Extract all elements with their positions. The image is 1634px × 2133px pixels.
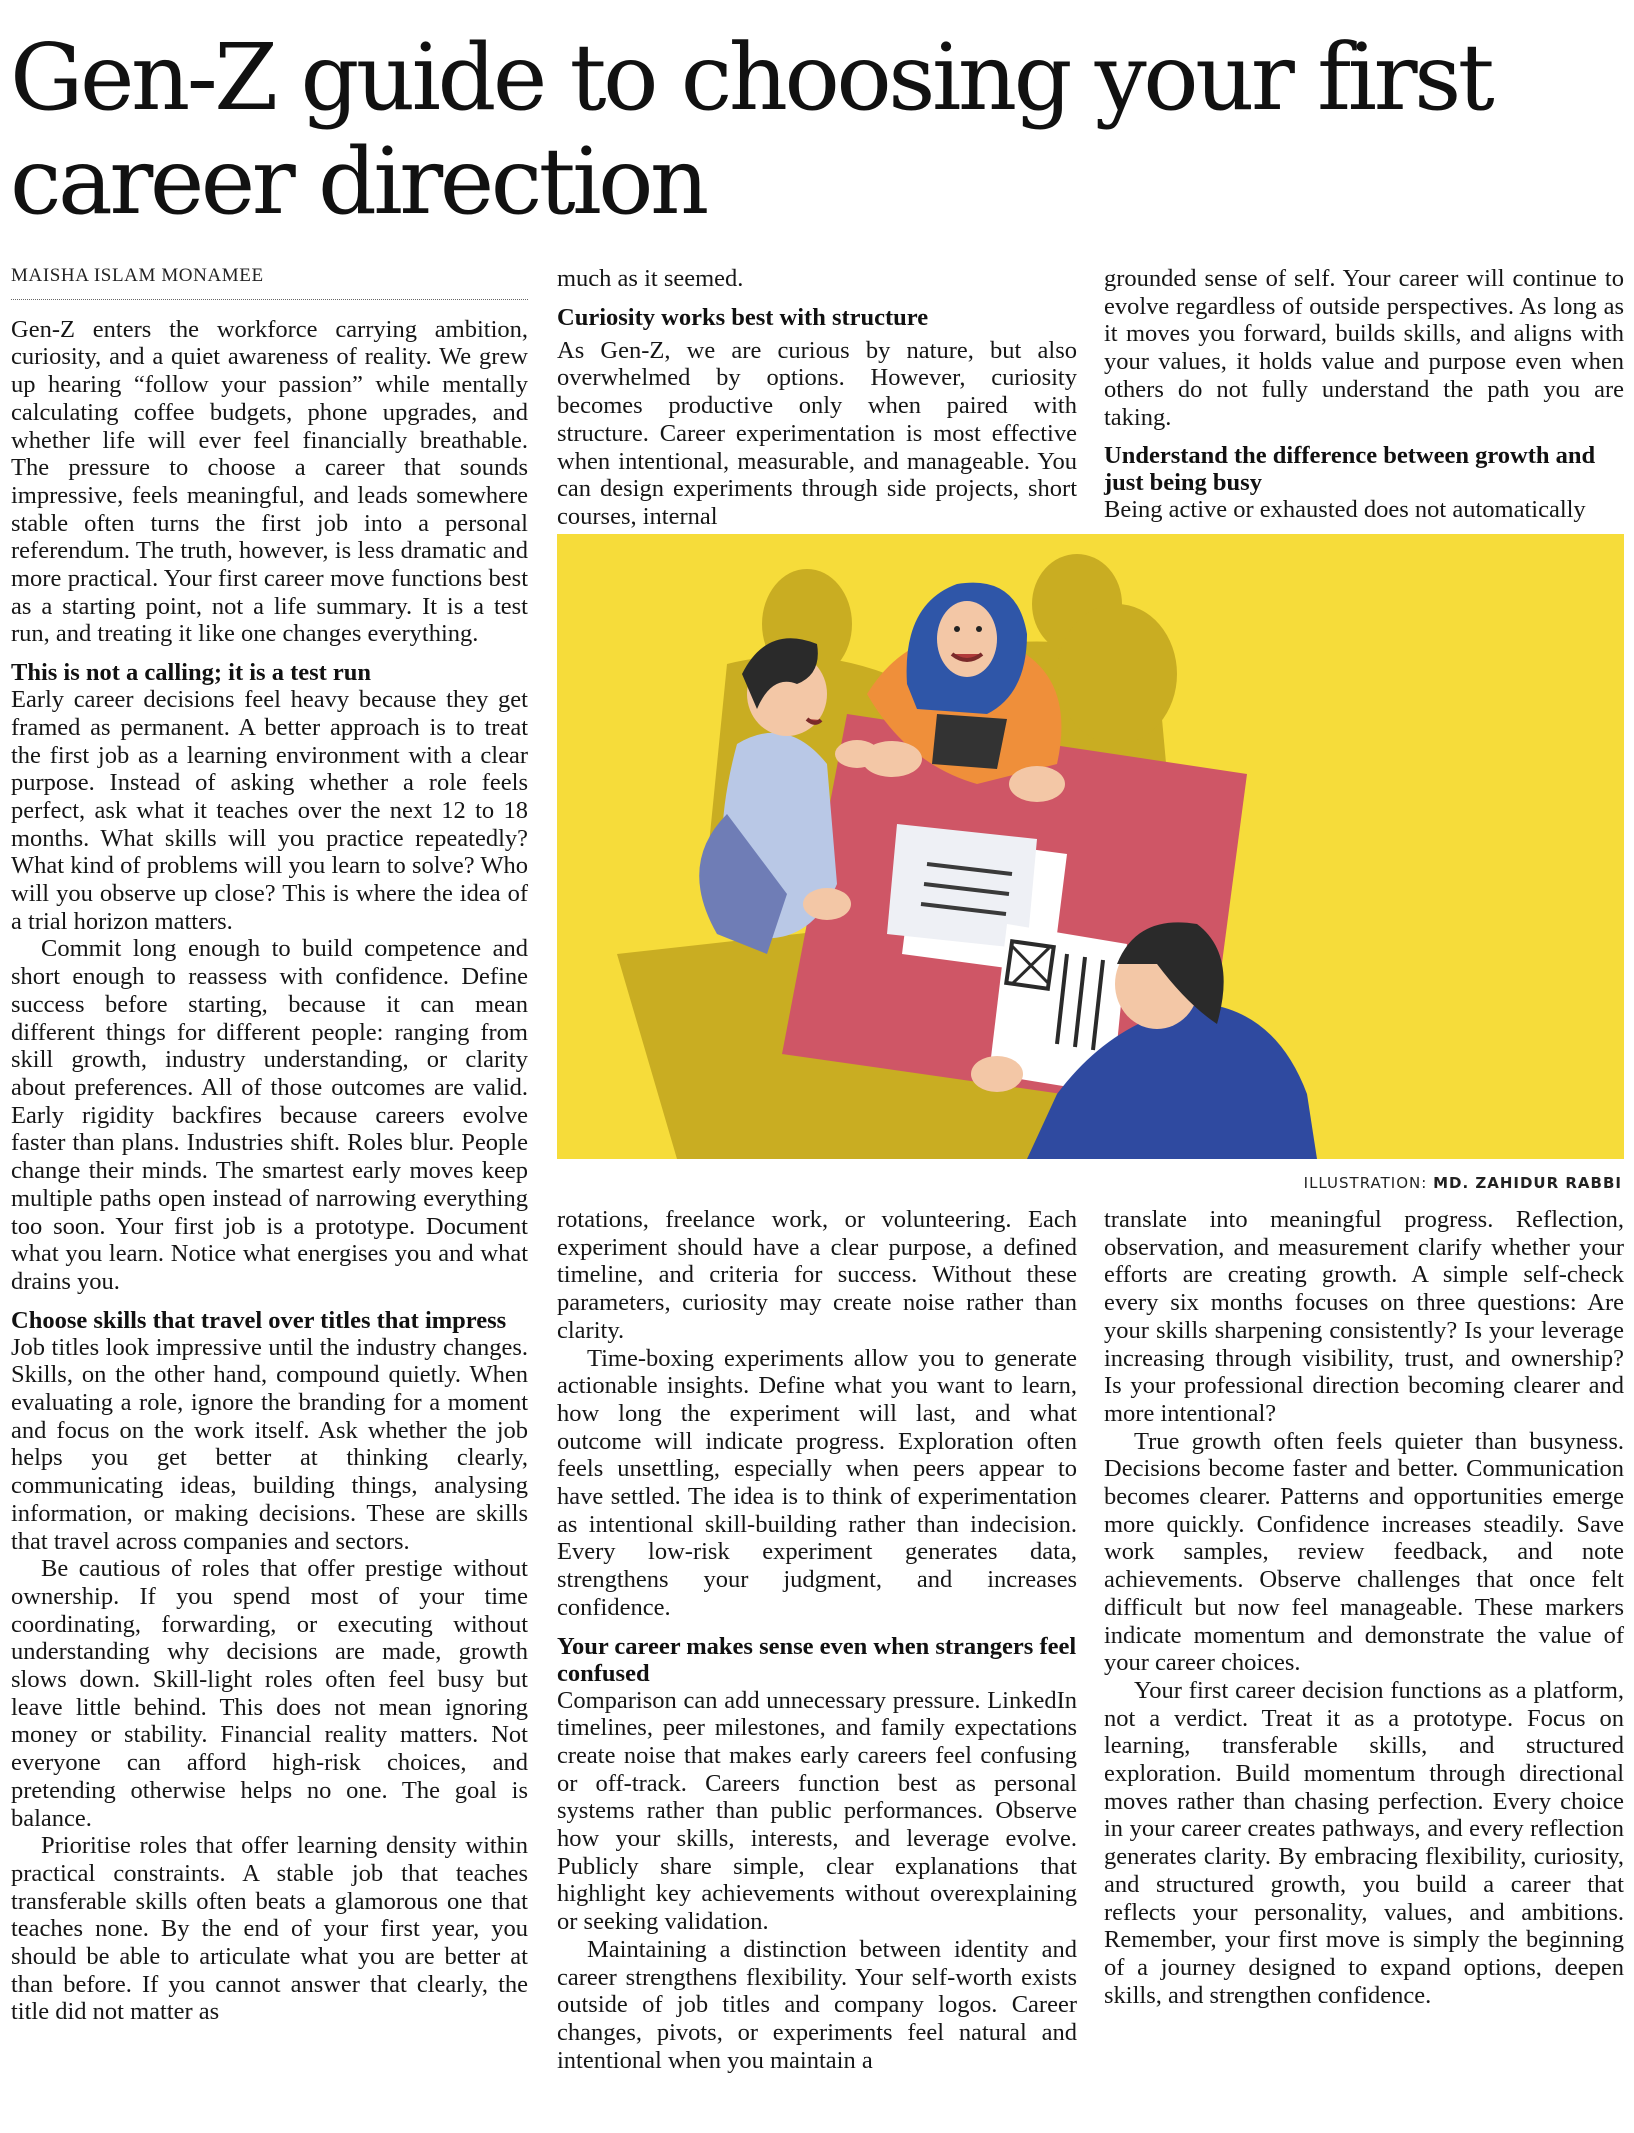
paragraph: As Gen-Z, we are curious by nature, but also overwhelmed by options. However, curiosity becomes productive only when paired with structure. Career experimentation is most effective when intentional, measurable, and manageable. You can design experiments through side projects, short courses, internal — [557, 336, 1077, 530]
subheading: Curiosity works best with structure — [557, 303, 929, 331]
paragraph: Early career decisions feel heavy because they get framed as permanent. A better approach is to treat the first job as a learning environment with a clear purpose. Instead of asking whether a role feels perfect, ask what it teaches over the next 12 to 18 months. What skills will you practice repeatedly? What kind of problems will you learn to solve? Who will you observe up close? This is where the idea of a trial horizon matters. — [11, 686, 528, 935]
paragraph: Time-boxing experiments allow you to generate actionable insights. Define what you want to learn, how long the experiment will last, and what outcome will indicate progress. Exploration often feels unsettling, especially when peers appear to have settled. The idea is to think of experimentation as intentional skill-building rather than indecision. Every low-risk experiment generates data, strengthens your judgment, and increases confidence. — [557, 1344, 1077, 1621]
byline: MAISHA ISLAM MONAMEE — [11, 262, 528, 300]
illustration-credit — [1100, 1174, 1622, 1192]
subheading: This is not a calling; it is a test run — [11, 659, 372, 687]
paragraph: Maintaining a distinction between identity and career strengthens flexibility. Your self-worth exists outside of job titles and company logos. Career changes, pivots, or experiments feel natural and intentional when you maintain a — [557, 1935, 1077, 2074]
paragraph: Prioritise roles that offer learning density within practical constraints. A stable job that teaches transferable skills often beats a glamorous one that teaches none. By the end of your first year, you should be able to articulate what you are better at than before. If you cannot answer that clearly, the title did not matter as — [11, 1832, 528, 2026]
column-2-top — [557, 265, 1077, 531]
column-2-bottom — [557, 1206, 1077, 2074]
paragraph: translate into meaningful progress. Reflection, observation, and measurement clarify whether your efforts are creating growth. A simple self-check every six months focuses on three questions: Are your skills sharpening consistently? Is your leverage increasing through visibility, trust, and ownership? Is your professional direction becoming clearer and more intentional? — [1104, 1206, 1624, 1427]
paragraph: rotations, freelance work, or volunteering. Each experiment should have a clear purpose, a defined timeline, and criteria for success. Without these parameters, curiosity may create noise rather than clarity. — [557, 1206, 1077, 1344]
article-illustration — [557, 534, 1624, 1159]
paragraph: True growth often feels quieter than busyness. Decisions become faster and better. Communication becomes clearer. Patterns and opportunities emerge more quickly. Confidence increases steadily. Save work samples, review feedback, and note achievements. Observe challenges that once felt difficult but now feel manageable. These markers indicate momentum and demonstrate the value of your career choices. — [1104, 1427, 1624, 1677]
subheading: Understand the difference between growth and just being busy — [1104, 442, 1596, 497]
paragraph: Be cautious of roles that offer prestige without ownership. If you spend most of your time coordinating, forwarding, or executing without understanding why decisions are made, growth slows down. Skill-light roles often feel busy but leave little behind. This does not mean ignoring money or stability. Financial reality matters. Not everyone can afford high-risk choices, and pretending otherwise helps no one. The goal is balance. — [11, 1555, 528, 1832]
headline: Gen-Z guide to choosing your first career direction — [10, 24, 1492, 235]
column-3-bottom — [1104, 1206, 1624, 2009]
column-1 — [11, 262, 528, 2026]
paragraph: Commit long enough to build competence and short enough to reassess with confidence. Define success before starting, because it can mean different things for different people: ranging from skill growth, industry understanding, or clarity about preferences. All of those outcomes are valid. Early rigidity backfires because careers evolve faster than plans. Industries shift. Roles blur. People change their minds. The smartest early moves keep multiple paths open instead of narrowing everything too soon. Your first job is a prototype. Document what you learn. Notice what energises you and what drains you. — [11, 935, 528, 1295]
column-3-top — [1104, 265, 1624, 524]
paragraph: Job titles look impressive until the industry changes. Skills, on the other hand, compound quietly. When evaluating a role, ignore the branding for a moment and focus on the work itself. Ask whether the job helps you get better at thinking clearly, communicating ideas, building things, analysing information, or making decisions. These are skills that travel across companies and sectors. — [11, 1333, 528, 1555]
subheading: Your career makes sense even when strangers feel confused — [557, 1632, 1077, 1687]
paragraph: Comparison can add unnecessary pressure. LinkedIn timelines, peer milestones, and family expectations create noise that makes early careers feel confusing or off-track. Careers function best as personal systems rather than public performances. Observe how your skills, interests, and leverage evolve. Publicly share simple, clear explanations that highlight key achievements without overexplaining or seeking validation. — [557, 1686, 1077, 1936]
paragraph: grounded sense of self. Your career will continue to evolve regardless of outside perspectives. As long as it moves you forward, builds skills, and aligns with your values, it holds value and purpose even when others do not fully understand the path you are taking. — [1104, 265, 1624, 431]
paragraph: much as it seemed. — [557, 265, 744, 292]
subheading: Choose skills that travel over titles that impress — [11, 1306, 507, 1334]
paragraph: Your first career decision functions as a platform, not a verdict. Treat it as a prototype. Focus on learning, transferable skills, and structured exploration. Build momentum through directional moves rather than chasing perfection. Every choice in your career creates pathways, and every reflection generates clarity. By embracing flexibility, curiosity, and structured growth, you build a career that reflects your personality, values, and ambitions. Remember, your first move is simply the beginning of a journey designed to expand options, deepen skills, and strengthen confidence. — [1104, 1676, 1624, 2009]
paragraph: Being active or exhausted does not automatically — [1104, 496, 1586, 524]
paragraph: Gen-Z enters the workforce carrying ambition, curiosity, and a quiet awareness of reality. We grew up hearing “follow your passion” while mentally calculating coffee budgets, phone upgrades, and whether life will ever feel financially breathable. The pressure to choose a career that sounds impressive, feels meaningful, and leads somewhere stable often turns the first job into a personal referendum. The truth, however, is less dramatic and more practical. Your first career move functions best as a starting point, not a life summary. It is a test run, and treating it like one changes everything. — [11, 315, 528, 648]
credit-label: ILLUSTRATION: — [1303, 1174, 1428, 1192]
credit-name: MD. ZAHIDUR RABBI — [1433, 1174, 1622, 1192]
